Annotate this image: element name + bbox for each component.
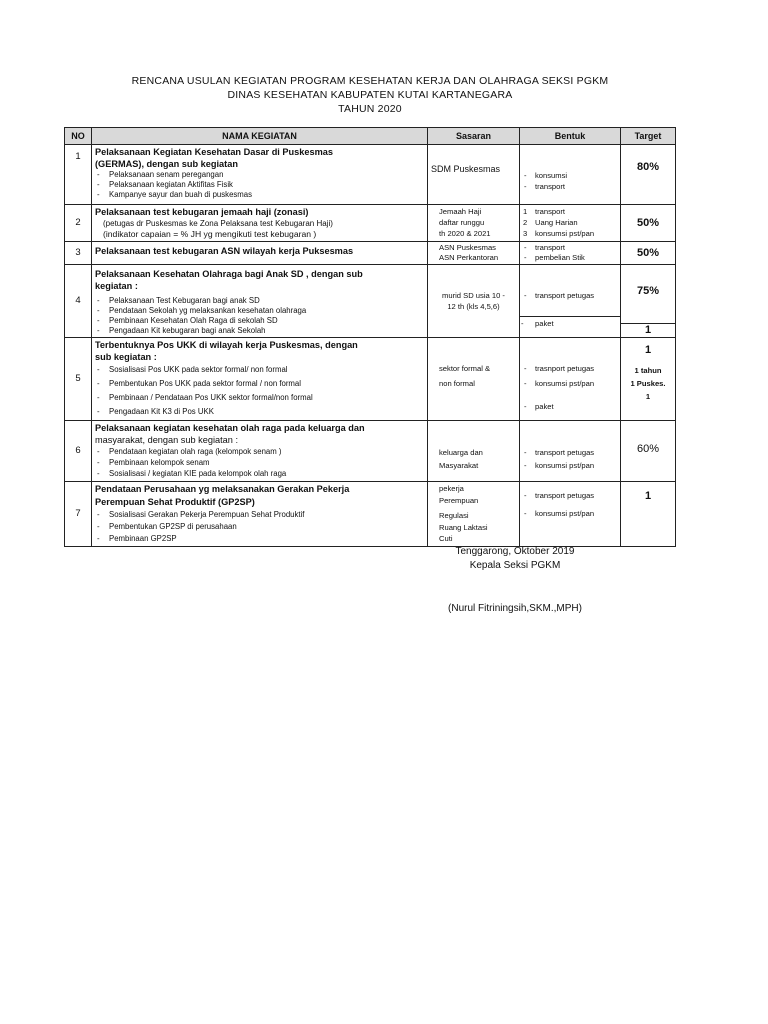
activity-note: (petugas dr Puskesmas ke Zona Pelaksana test Kebugaran Haji): [103, 219, 333, 228]
activity-title: Pelaksanaan kegiatan kesehatan olah raga pada keluarga dan: [95, 423, 365, 433]
row-number: 3: [65, 242, 92, 265]
sasaran-text: SDM Puskesmas: [431, 164, 501, 174]
activity-cell: [92, 338, 428, 421]
bentuk-item-paket: - paket: [520, 316, 620, 330]
bentuk-item: - transport petugas: [523, 446, 617, 459]
row-number: 5: [65, 338, 92, 421]
col-header-sasaran: Sasaran: [428, 128, 520, 145]
bentuk-item: - trasnport petugas: [523, 361, 617, 376]
target-value-paket: 1: [621, 323, 675, 337]
sasaran-line: sektor formal &: [439, 364, 491, 373]
sasaran-line: Cuti: [439, 534, 453, 543]
sasaran-line: Perempuan: [439, 495, 479, 505]
target-value: 1: [644, 490, 652, 502]
sub-activity: - Pengadaan Kit K3 di Pos UKK: [95, 405, 424, 419]
bentuk-item: 2 Uang Harian: [523, 218, 578, 227]
col-header-nama-kegiatan: NAMA KEGIATAN: [92, 128, 428, 145]
sasaran-cell: [428, 338, 520, 421]
bentuk-item: - konsumsi: [523, 170, 617, 181]
bentuk-item: - konsumsi pst/pan: [523, 459, 617, 472]
sub-activity: - Pendataan Sekolah yg melaksankan kesehatan olahraga: [95, 306, 424, 316]
bentuk-cell: [520, 145, 621, 205]
sasaran-line: th 2020 & 2021: [439, 229, 491, 238]
activity-title-cont: masyarakat, dengan sub kegiatan :: [95, 435, 239, 445]
bentuk-item: - konsumsi pst/pan: [523, 376, 617, 391]
sasaran-line: Regulasi: [439, 511, 469, 520]
sasaran-line: ASN Perkantoran: [439, 253, 499, 262]
target-detail: 1 tahun: [634, 365, 662, 375]
activity-title: Pelaksanaan test kebugaran jemaah haji (zonasi): [95, 207, 309, 217]
col-header-target: Target: [621, 128, 676, 145]
sub-activity: - Pembinaan Kesehatan Olah Raga di sekolah SD: [95, 316, 424, 326]
signature-place-date: Tenggarong, Oktober 2019: [455, 546, 575, 557]
col-header-bentuk: Bentuk: [520, 128, 621, 145]
bentuk-item: 1 transport: [523, 207, 565, 216]
sub-activity: - Pembinaan GP2SP: [95, 533, 424, 545]
table-row: [65, 205, 676, 242]
sasaran-line: murid SD usia 10 -: [442, 291, 505, 300]
target-cell: [621, 338, 676, 421]
bentuk-cell: [520, 242, 621, 265]
target-cell: [621, 265, 676, 338]
activity-cell: [92, 421, 428, 482]
activity-title-cont: Perempuan Sehat Produktif (GP2SP): [95, 497, 255, 507]
sasaran-cell: [428, 145, 520, 205]
sasaran-line: daftar runggu: [439, 218, 485, 227]
target-value: 50%: [621, 242, 676, 265]
sasaran-line: non formal: [439, 379, 475, 388]
sasaran-cell: [428, 265, 520, 338]
sasaran-cell: [428, 482, 520, 547]
table-row: [65, 482, 676, 547]
target-value: 60%: [636, 443, 660, 455]
table-header-row: [65, 128, 676, 145]
activity-cell: [92, 205, 428, 242]
bentuk-item-paket: - paket: [523, 401, 617, 412]
target-value: 75%: [636, 285, 660, 297]
sub-activity: - Pembentukan GP2SP di perusahaan: [95, 521, 424, 533]
activity-cell: [92, 242, 428, 265]
sub-activity: - Kampanye sayur dan buah di puskesmas: [95, 190, 424, 200]
target-cell: [621, 145, 676, 205]
sub-activity: - Pelaksanaan kegiatan Aktifitas Fisik: [95, 180, 424, 190]
activity-title: Pendataan Perusahaan yg melaksanakan Gerakan Pekerja: [95, 484, 350, 494]
activity-title-cont: sub kegiatan :: [95, 352, 157, 362]
bentuk-cell: [520, 421, 621, 482]
bentuk-item: - transport petugas: [523, 487, 617, 505]
title-line-3: TAHUN 2020: [338, 103, 402, 115]
sasaran-line: pekerja: [439, 484, 464, 493]
sub-activity: - Sosialisasi Pos UKK pada sektor formal/ non formal: [95, 363, 424, 377]
sasaran-line: keluarga dan: [439, 448, 483, 457]
sub-activity: - Pelaksanaan Test Kebugaran bagi anak SD: [95, 296, 424, 306]
title-line-2: DINAS KESEHATAN KABUPATEN KUTAI KARTANEGARA: [227, 89, 513, 101]
target-cell: [621, 482, 676, 547]
table-row: [65, 145, 676, 205]
sasaran-line: ASN Puskesmas: [439, 243, 496, 252]
target-detail: 1 Puskes.: [630, 378, 666, 388]
title-line-1: RENCANA USULAN KEGIATAN PROGRAM KESEHATAN KERJA DAN OLAHRAGA SEKSI PGKM: [131, 75, 609, 87]
document-title: [0, 74, 740, 116]
table-row: [65, 421, 676, 482]
signature-name-block: [420, 602, 610, 616]
bentuk-cell: [520, 265, 621, 338]
row-number: 6: [65, 421, 92, 482]
target-value: 1: [644, 344, 652, 356]
table-row: [65, 242, 676, 265]
bentuk-cell: [520, 205, 621, 242]
row-number: 4: [65, 265, 92, 338]
sub-activity: - Pendataan kegiatan olah raga (kelompok senam ): [95, 446, 424, 457]
sasaran-cell: [428, 205, 520, 242]
signature-block: [420, 545, 610, 573]
target-cell: [621, 421, 676, 482]
col-header-no: NO: [65, 128, 92, 145]
activity-cell: [92, 265, 428, 338]
sasaran-line: Jemaah Haji: [439, 207, 482, 216]
bentuk-cell: [520, 338, 621, 421]
row-number: 7: [65, 482, 92, 547]
sub-activity: - Pembinaan kelompok senam: [95, 457, 424, 468]
row-number: 2: [65, 205, 92, 242]
sub-activity: - Sosialisasi Gerakan Pekerja Perempuan Sehat Produktif: [95, 509, 424, 521]
activity-title-cont: kegiatan :: [95, 281, 138, 291]
signature-name: (Nurul Fitriningsih,SKM.,MPH): [448, 603, 582, 614]
activity-cell: [92, 145, 428, 205]
sub-activity: - Pengadaan Kit kebugaran bagi anak Sekolah: [95, 326, 424, 336]
activity-note: (indikator capaian = % JH yg mengikuti test kebugaran ): [103, 229, 317, 239]
sub-activity: - Sosialisasi / kegiatan KIE pada kelompok olah raga: [95, 468, 424, 479]
target-detail: 1: [645, 391, 651, 401]
target-value: 50%: [621, 205, 676, 242]
bentuk-item: - konsumsi pst/pan: [523, 505, 617, 523]
sub-activity: - Pembentukan Pos UKK pada sektor formal / non formal: [95, 377, 424, 391]
sasaran-cell: [428, 242, 520, 265]
sasaran-line: Masyarakat: [439, 461, 479, 470]
sasaran-cell: [428, 421, 520, 482]
activity-title: Pelaksanaan Kesehatan Olahraga bagi Anak SD , dengan sub: [95, 269, 363, 279]
table-row: [65, 265, 676, 338]
activity-title: Pelaksanaan Kegiatan Kesehatan Dasar di Puskesmas: [95, 147, 333, 157]
activity-title: Pelaksanaan test kebugaran ASN wilayah kerja Puksesmas: [95, 246, 354, 256]
activity-table: [64, 127, 676, 547]
sasaran-line: Ruang Laktasi: [439, 522, 488, 532]
bentuk-item: 3 konsumsi pst/pan: [523, 229, 595, 238]
bentuk-item: - transport: [523, 181, 617, 192]
bentuk-item: - pembelian Stik: [523, 253, 617, 263]
activity-cell: [92, 482, 428, 547]
table-row: [65, 338, 676, 421]
row-number: 1: [65, 145, 92, 205]
bentuk-item: - transport petugas: [523, 290, 617, 301]
target-value: 80%: [636, 161, 660, 173]
activity-title-cont: (GERMAS), dengan sub kegiatan: [95, 159, 238, 169]
signature-position: Kepala Seksi PGKM: [469, 560, 561, 571]
sub-activity: - Pembinaan / Pendataan Pos UKK sektor formal/non formal: [95, 391, 424, 405]
sub-activity: - Pelaksanaan senam peregangan: [95, 170, 424, 180]
sasaran-line: 12 th (kls 4,5,6): [447, 302, 500, 311]
bentuk-cell: [520, 482, 621, 547]
activity-title: Terbentuknya Pos UKK di wilayah kerja Puskesmas, dengan: [95, 340, 358, 350]
bentuk-item: - transport: [523, 243, 617, 253]
